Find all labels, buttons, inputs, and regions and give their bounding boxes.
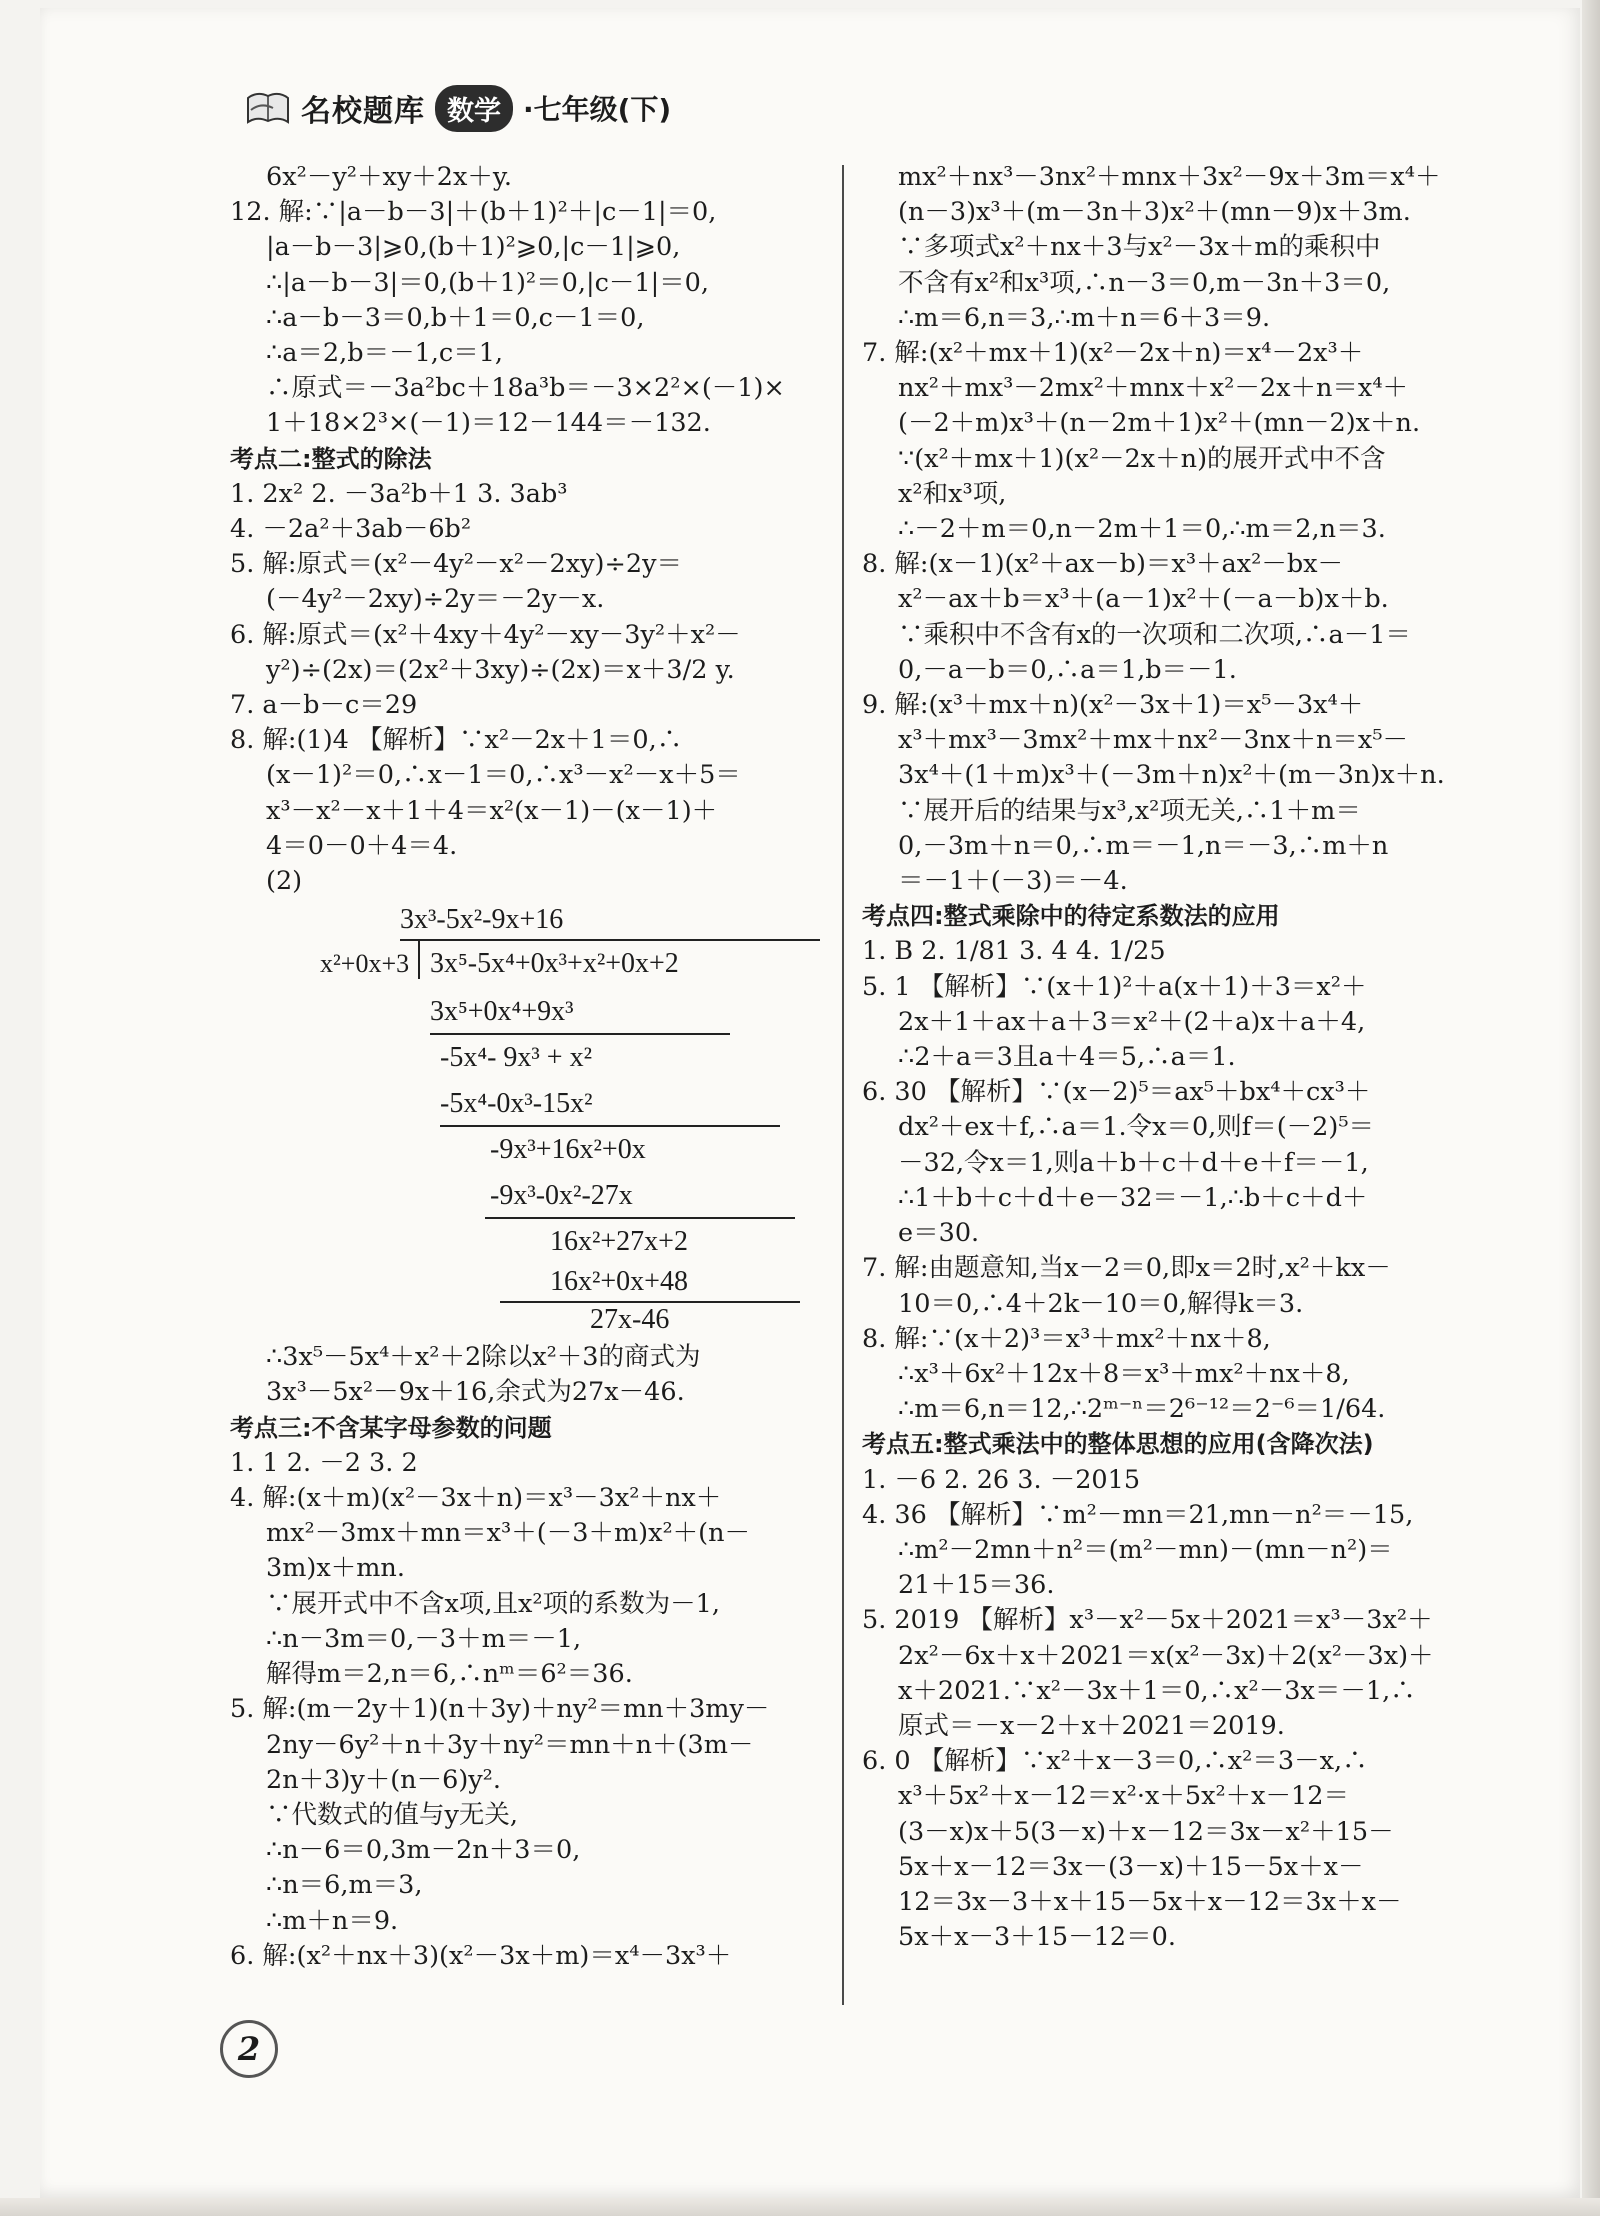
text-line: 12. 解:∵|a－b－3|＋(b＋1)²＋|c－1|＝0, bbox=[230, 197, 717, 228]
division-step: 16x²+27x+2 bbox=[550, 1226, 688, 1258]
text-line: 1＋18×2³×(－1)＝12－144＝－132. bbox=[266, 408, 711, 439]
text-line: (－2＋m)x³＋(n－2m＋1)x²＋(mn－2)x＋n. bbox=[898, 408, 1421, 439]
text-line: 5. 解:(m－2y＋1)(n＋3y)＋ny²＝mn＋3my－ bbox=[230, 1694, 770, 1725]
text-line: ∵展开式中不含x项,且x²项的系数为－1, bbox=[266, 1588, 720, 1619]
text-line: mx²－3mx＋mn＝x³＋(－3＋m)x²＋(n－ bbox=[266, 1518, 751, 1549]
text-line: ∴3x⁵－5x⁴＋x²＋2除以x²＋3的商式为 bbox=[266, 1342, 701, 1373]
text-line: 7. 解:(x²＋mx＋1)(x²－2x＋n)＝x⁴－2x³＋ bbox=[862, 338, 1364, 369]
text-line: (x－1)²＝0,∴x－1＝0,∴x³－x²－x＋5＝ bbox=[266, 760, 741, 791]
text-line: 6. 解:原式＝(x²＋4xy＋4y²－xy－3y²＋x²－ bbox=[230, 619, 741, 650]
book-logo-icon bbox=[245, 88, 291, 128]
text-line: ∴－2＋m＝0,n－2m＋1＝0,∴m＝2,n＝3. bbox=[898, 514, 1386, 545]
division-quotient: 3x³-5x²-9x+16 bbox=[400, 904, 564, 936]
text-line: ∴n－3m＝0,－3＋m＝－1, bbox=[266, 1623, 582, 1654]
text-line: ∴m＝6,n＝12,∴2ᵐ⁻ⁿ＝2⁶⁻¹²＝2⁻⁶＝1/64. bbox=[898, 1394, 1386, 1425]
division-step: 16x²+0x+48 bbox=[550, 1266, 688, 1298]
text-line: ∴x³＋6x²＋12x＋8＝x³＋mx²＋nx＋8, bbox=[898, 1358, 1350, 1389]
text-line: 6x²－y²＋xy＋2x＋y. bbox=[266, 162, 512, 192]
section-heading: 考点三:不含某字母参数的问题 bbox=[230, 1413, 552, 1442]
text-line: 1. B 2. 1/81 3. 4 4. 1/25 bbox=[862, 936, 1166, 967]
text-line: ∴1＋b＋c＋d＋e－32＝－1,∴b＋c＋d＋ bbox=[898, 1182, 1368, 1213]
column-divider bbox=[842, 165, 844, 2005]
text-line: 2n＋3)y＋(n－6)y². bbox=[266, 1764, 502, 1795]
text-line: 7. 解:由题意知,当x－2＝0,即x＝2时,x²＋kx－ bbox=[862, 1253, 1391, 1284]
text-line: mx²＋nx³－3nx²＋mnx＋3x²－9x＋3m＝x⁴＋ bbox=[898, 162, 1441, 192]
text-line: x³＋5x²＋x－12＝x²·x＋5x²＋x－12＝ bbox=[898, 1781, 1350, 1812]
section-heading: 考点二:整式的除法 bbox=[230, 444, 432, 473]
text-line: 5. 1 【解析】∵(x＋1)²＋a(x＋1)＋3＝x²＋ bbox=[862, 971, 1367, 1002]
text-line: 10＝0,∴4＋2k－10＝0,解得k＝3. bbox=[898, 1288, 1304, 1319]
division-divisor: x²+0x+3 bbox=[320, 949, 410, 979]
text-line: ∴m＝6,n＝3,∴m＋n＝6＋3＝9. bbox=[898, 302, 1271, 333]
division-bracket-side bbox=[418, 941, 420, 979]
text-line: x²－ax＋b＝x³＋(a－1)x²＋(－a－b)x＋b. bbox=[898, 584, 1389, 615]
text-line: y²)÷(2x)＝(2x²＋3xy)÷(2x)＝x＋3/2 y. bbox=[266, 654, 735, 685]
text-line: 0,－3m＋n＝0,∴m＝－1,n＝－3,∴m＋n bbox=[898, 830, 1389, 861]
text-line: x＋2021.∵x²－3x＋1＝0,∴x²－3x＝－1,∴ bbox=[898, 1675, 1416, 1706]
text-line: ∴2＋a＝3且a＋4＝5,∴a＝1. bbox=[898, 1042, 1236, 1073]
text-line: (3－x)x＋5(3－x)＋x－12＝3x－x²＋15－ bbox=[898, 1816, 1394, 1847]
text-line: ∵多项式x²＋nx＋3与x²－3x＋m的乘积中 bbox=[898, 232, 1381, 263]
text-line: 原式＝－x－2＋x＋2021＝2019. bbox=[898, 1710, 1285, 1741]
text-line: ∴a＝2,b＝－1,c＝1, bbox=[266, 338, 504, 369]
page-edge-right bbox=[1582, 0, 1600, 2216]
text-line: nx²＋mx³－2mx²＋mnx＋x²－2x＋n＝x⁴＋ bbox=[898, 373, 1409, 404]
division-step: -5x⁴- 9x³ + x² bbox=[440, 1042, 592, 1074]
text-line: 5. 2019 【解析】x³－x²－5x＋2021＝x³－3x²＋ bbox=[862, 1605, 1433, 1636]
division-line bbox=[430, 1033, 730, 1035]
text-line: ∵乘积中不含有x的一次项和二次项,∴a－1＝ bbox=[898, 619, 1411, 650]
division-step: 3x⁵+0x⁴+9x³ bbox=[430, 996, 574, 1028]
text-line: e＝30. bbox=[898, 1218, 980, 1249]
text-line: ∴n＝6,m＝3, bbox=[266, 1870, 423, 1901]
text-line: 9. 解:(x³＋mx＋n)(x²－3x＋1)＝x⁵－3x⁴＋ bbox=[862, 690, 1364, 721]
text-line: ∴原式＝－3a²bc＋18a³b＝－3×2²×(－1)× bbox=[266, 373, 785, 404]
text-line: 6. 30 【解析】∵(x－2)⁵＝ax⁵＋bx⁴＋cx³＋ bbox=[862, 1077, 1371, 1108]
text-line: (2) bbox=[266, 866, 303, 897]
text-line: 5x＋x－12＝3x－(3－x)＋15－5x＋x－ bbox=[898, 1851, 1364, 1882]
text-line: 3m)x＋mn. bbox=[266, 1553, 405, 1584]
brand-title: 名校题库 bbox=[301, 94, 425, 129]
text-line: dx²＋ex＋f,∴a＝1.令x＝0,则f＝(－2)⁵＝ bbox=[898, 1112, 1375, 1143]
text-line: 2ny－6y²＋n＋3y＋ny²＝mn＋n＋(3m－ bbox=[266, 1729, 754, 1760]
header bbox=[245, 80, 671, 136]
text-line: 8. 解:(x－1)(x²＋ax－b)＝x³＋ax²－bx－ bbox=[862, 549, 1344, 580]
text-line: 解得m＝2,n＝6,∴nᵐ＝6²＝36. bbox=[266, 1659, 633, 1690]
text-line: 4. 解:(x＋m)(x²－3x＋n)＝x³－3x²＋nx＋ bbox=[230, 1483, 722, 1514]
section-heading: 考点五:整式乘法中的整体思想的应用(含降次法) bbox=[862, 1430, 1374, 1459]
text-line: 8. 解:∵(x＋2)³＝x³＋mx²＋nx＋8, bbox=[862, 1323, 1271, 1354]
text-line: 4＝0－0＋4＝4. bbox=[266, 830, 458, 861]
text-line: 1. 1 2. －2 3. 2 bbox=[230, 1447, 418, 1478]
division-bracket-top bbox=[400, 939, 820, 941]
text-line: x³－x²－x＋1＋4＝x²(x－1)－(x－1)＋ bbox=[266, 795, 718, 826]
division-step: -9x³+16x²+0x bbox=[490, 1134, 646, 1166]
text-line: 2x＋1＋ax＋a＋3＝x²＋(2＋a)x＋a＋4, bbox=[898, 1006, 1366, 1037]
page-number: 2 bbox=[220, 2020, 278, 2078]
text-line: 4. －2a²＋3ab－6b² bbox=[230, 514, 472, 545]
page-edge-bottom bbox=[0, 2198, 1600, 2216]
text-line: 1. －6 2. 26 3. －2015 bbox=[862, 1464, 1141, 1495]
division-remainder: 27x-46 bbox=[590, 1304, 670, 1336]
text-line: －32,令x＝1,则a＋b＋c＋d＋e＋f＝－1, bbox=[898, 1147, 1369, 1178]
text-line: 3x⁴＋(1＋m)x³＋(－3m＋n)x²＋(m－3n)x＋n. bbox=[898, 760, 1445, 791]
left-column bbox=[230, 160, 815, 1974]
text-line: 1. 2x² 2. －3a²b＋1 3. 3ab³ bbox=[230, 478, 568, 509]
text-line: 7. a－b－c＝29 bbox=[230, 690, 418, 721]
text-line: 8. 解:(1)4 【解析】∵x²－2x＋1＝0,∴ bbox=[230, 725, 683, 756]
text-line: 6. 0 【解析】∵x²＋x－3＝0,∴x²＝3－x,∴ bbox=[862, 1746, 1368, 1777]
text-line: 2x²－6x＋x＋2021＝x(x²－3x)＋2(x²－3x)＋ bbox=[898, 1640, 1434, 1671]
text-line: ∴n－6＝0,3m－2n＋3＝0, bbox=[266, 1835, 581, 1866]
right-column bbox=[862, 160, 1447, 1955]
text-line: 4. 36 【解析】∵m²－mn＝21,mn－n²＝－15, bbox=[862, 1499, 1414, 1530]
grade-label: ·七年级(下) bbox=[523, 93, 672, 126]
text-line: x²和x³项, bbox=[898, 478, 1007, 509]
division-step: -5x⁴-0x³-15x² bbox=[440, 1088, 593, 1120]
subject-badge: 数学 bbox=[435, 85, 513, 132]
division-dividend: 3x⁵-5x⁴+0x³+x²+0x+2 bbox=[430, 948, 679, 980]
text-line: ∴m²－2mn＋n²＝(m²－mn)－(mn－n²)＝ bbox=[898, 1534, 1393, 1565]
text-line: 不含有x²和x³项,∴n－3＝0,m－3n＋3＝0, bbox=[898, 267, 1391, 298]
text-line: 0,－a－b＝0,∴a＝1,b＝－1. bbox=[898, 654, 1237, 685]
text-line: (－4y²－2xy)÷2y＝－2y－x. bbox=[266, 584, 605, 615]
division-step: -9x³-0x²-27x bbox=[490, 1180, 633, 1212]
text-line: ∵(x²＋mx＋1)(x²－2x＋n)的展开式中不含 bbox=[898, 443, 1386, 474]
text-line: ∴m＋n＝9. bbox=[266, 1905, 399, 1936]
division-line bbox=[440, 1125, 780, 1127]
text-line: 12＝3x－3＋x＋15－5x＋x－12＝3x＋x－ bbox=[898, 1886, 1402, 1917]
long-division bbox=[320, 903, 820, 1336]
text-line: 5x＋x－3＋15－12＝0. bbox=[898, 1922, 1176, 1953]
text-line: 5. 解:原式＝(x²－4y²－x²－2xy)÷2y＝ bbox=[230, 549, 682, 580]
text-line: ∴a－b－3＝0,b＋1＝0,c－1＝0, bbox=[266, 302, 645, 333]
text-line: |a－b－3|⩾0,(b＋1)²⩾0,|c－1|⩾0, bbox=[266, 232, 681, 263]
division-line bbox=[485, 1217, 795, 1219]
section-heading: 考点四:整式乘除中的待定系数法的应用 bbox=[862, 902, 1280, 931]
text-line: 3x³－5x²－9x＋16,余式为27x－46. bbox=[266, 1377, 685, 1408]
text-line: 6. 解:(x²＋nx＋3)(x²－3x＋m)＝x⁴－3x³＋ bbox=[230, 1940, 732, 1971]
text-line: ∵展开后的结果与x³,x²项无关,∴1＋m＝ bbox=[898, 795, 1361, 826]
text-line: ＝－1＋(－3)＝－4. bbox=[898, 866, 1128, 897]
text-line: ∵代数式的值与y无关, bbox=[266, 1799, 519, 1830]
text-line: ∴|a－b－3|＝0,(b＋1)²＝0,|c－1|＝0, bbox=[266, 267, 710, 298]
text-line: (n－3)x³＋(m－3n＋3)x²＋(mn－9)x＋3m. bbox=[898, 197, 1411, 228]
text-line: x³＋mx³－3mx²＋mx＋nx²－3nx＋n＝x⁵－ bbox=[898, 725, 1409, 756]
text-line: 21＋15＝36. bbox=[898, 1570, 1055, 1601]
